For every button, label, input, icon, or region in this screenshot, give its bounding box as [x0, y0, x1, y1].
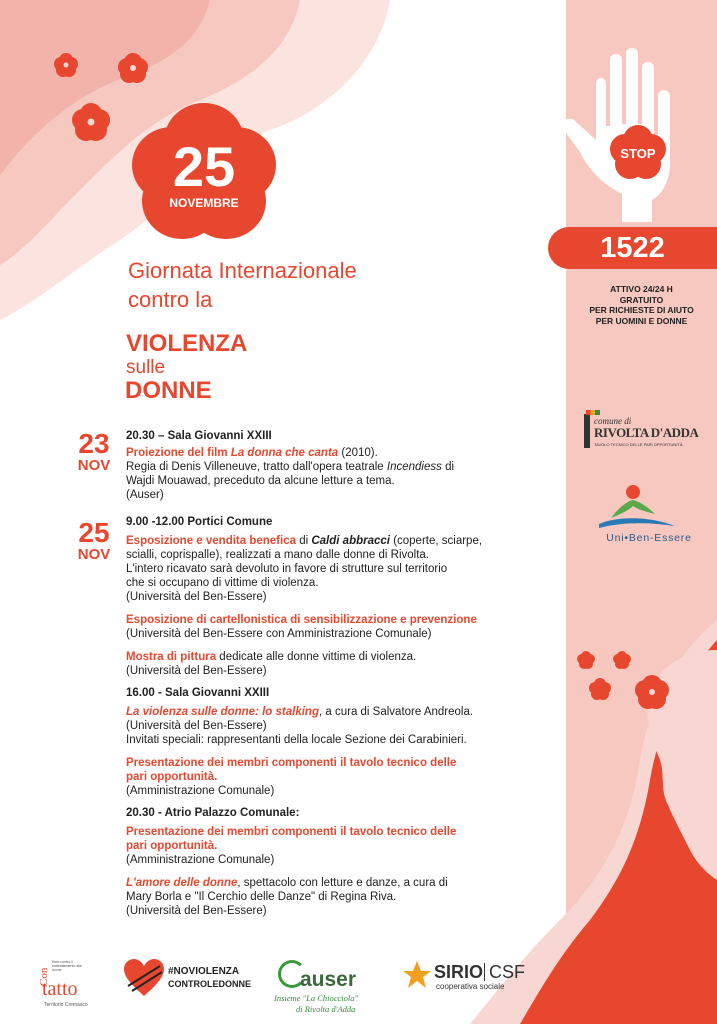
film-title: La donna che canta [230, 447, 339, 459]
date-25-day: 25 [78, 517, 110, 548]
comune-logo-dots [586, 410, 600, 415]
hero-month: NOVEMBRE [169, 196, 239, 210]
event-title: Presentazione dei membri componenti il tavolo tecnico delle [126, 757, 457, 769]
event-organizer: (Amministrazione Comunale) [126, 785, 275, 797]
event-organizer: (Università del Ben-Essere) [126, 720, 267, 732]
heart-icon [122, 958, 166, 998]
helpline-info [566, 284, 717, 326]
title-line-2: contro la [128, 287, 213, 312]
event-line [126, 876, 518, 890]
event-detail: di [445, 461, 455, 473]
event-title: pari opportunità. [126, 771, 218, 783]
event-organizer: (Amministrazione Comunale) [126, 854, 275, 866]
comune-logo-name: RIVOLTA D'ADDA [594, 425, 699, 440]
film-year: (2010). [341, 447, 378, 459]
date-23-day: 23 [78, 428, 110, 459]
contatto-logo-small: Rete contro il maltrattamento alle donne [52, 960, 82, 972]
event-detail: Mary Borla e "Il Cerchio delle Danze" di Regina Riva. [126, 891, 397, 903]
flower-icon [612, 650, 632, 670]
noviolenza-line-1: #NOVIOLENZA [168, 966, 240, 977]
event-line [126, 650, 518, 664]
uni-ben-essere-logo-icon [597, 484, 677, 532]
event-organizer: (Università del Ben-Essere) [126, 665, 267, 677]
event-detail: Invitati speciali: rappresentanti della locale Sezione dei Carabinieri. [126, 734, 467, 746]
event-title: L'amore delle donne [126, 877, 238, 889]
event-detail: , spettacolo con letture e danze, a cura di [237, 877, 448, 889]
event-title: Mostra di pittura [126, 651, 217, 663]
event-organizer: (Università del Ben-Essere) [126, 591, 267, 603]
date-23-month: NOV [77, 457, 111, 474]
flower-icon [576, 650, 596, 670]
contatto-logo-big: tatto [42, 978, 78, 1000]
event-detail: di [299, 535, 309, 547]
helpline-info-line: PER RICHIESTE DI AIUTO [589, 305, 694, 315]
auser-logo-sub1: Insieme "La Chiocciola" [274, 993, 359, 1003]
event-detail-italic: Caldi abbracci [311, 535, 390, 547]
flower-icon [116, 51, 150, 85]
auser-logo-sub2: di Rivolta d'Adda [296, 1004, 356, 1014]
contatto-logo-sub: Territorio Cremasco [44, 1002, 88, 1008]
event-organizer: (Auser) [126, 489, 164, 501]
event-line [126, 534, 518, 548]
auser-logo [272, 958, 372, 1014]
comune-logo-mark-icon [584, 414, 590, 448]
sirio-csf: CSF [489, 962, 525, 982]
hand-icon [560, 44, 690, 224]
sirio-name: SIRIO [434, 962, 484, 982]
flower-icon [53, 52, 79, 78]
stop-label: STOP [620, 146, 656, 161]
event-title: Presentazione dei membri componenti il tavolo tecnico delle [126, 826, 457, 838]
title-donne: DONNE [125, 377, 212, 404]
date-25-month: NOV [77, 546, 111, 563]
sirio-star-icon [402, 960, 432, 990]
title-line-1: Giornata Internazionale [128, 258, 357, 283]
event-time-header: 16.00 - Sala Giovanni XXIII [126, 687, 270, 699]
event-detail: L'intero ricavato sarà devoluto in favore di strutture sul territorio [126, 563, 448, 575]
event-title: La violenza sulle donne: lo stalking [126, 706, 319, 718]
auser-logo-name: auser [300, 968, 357, 991]
uni-ben-essere-label: Uni•Ben-Essere [606, 532, 692, 544]
event-title: Esposizione di cartellonistica di sensibilizzazione e prevenzione [126, 614, 477, 626]
contatto-logo-con: Con [38, 967, 50, 986]
helpline-info-line: PER UOMINI E DONNE [595, 315, 688, 326]
comune-logo [584, 410, 710, 452]
day23-events [126, 430, 518, 502]
event-line [126, 705, 518, 719]
sirio-divider [484, 963, 485, 981]
event-time-header: 20.30 – Sala Giovanni XXIII [126, 430, 272, 442]
event-detail: Wajdi Mouawad, preceduto da alcune letture a tema. [126, 475, 395, 487]
hero-day: 25 [172, 135, 236, 198]
event-organizer: (Università del Ben-Essere) [126, 905, 267, 917]
helpline-info-line: ATTIVO 24/24 H [610, 284, 673, 294]
flower-icon [69, 100, 113, 144]
event-detail: (coperte, sciarpe, [393, 535, 483, 547]
helpline-info-line: GRATUITO [619, 294, 664, 305]
title-sulle: sulle [126, 357, 166, 378]
comune-logo-sub: TAVOLO TECNICO DELLE PARI OPPORTUNITÀ [594, 442, 683, 447]
title-violenza: VIOLENZA [126, 330, 248, 357]
event-organizer: (Università del Ben-Essere con Amministrazione Comunale) [126, 628, 432, 640]
event-detail: che si occupano di vittime di violenza. [126, 577, 319, 589]
event-line [126, 460, 518, 474]
event-title: Esposizione e vendita benefica [126, 535, 296, 547]
event-detail-italic: Incendiess [386, 461, 442, 473]
event-detail: Regia di Denis Villeneuve, tratto dall'opera teatrale [126, 461, 384, 473]
contatto-logo [38, 956, 94, 1012]
event-detail: , a cura di Salvatore Andreola. [318, 706, 474, 718]
day25-events [126, 516, 518, 918]
flower-icon [632, 672, 672, 712]
flower-icon [588, 677, 612, 701]
sirio-sub: cooperativa sociale [436, 982, 505, 991]
event-time-header: 9.00 -12.00 Portici Comune [126, 516, 273, 528]
event-detail: dedicate alle donne vittime di violenza. [219, 651, 417, 663]
event-detail: scialli, coprispalle), realizzati a mano dalle donne di Rivolta. [126, 549, 429, 561]
helpline-number: 1522 [600, 232, 665, 264]
event-title: Proiezione del film [126, 447, 228, 459]
event-title: pari opportunità. [126, 840, 218, 852]
noviolenza-line-2: CONTROLEDONNE [168, 979, 251, 989]
comune-logo-small: comune di [594, 416, 632, 426]
event-time-header: 20.30 - Atrio Palazzo Comunale: [126, 807, 300, 819]
event-line [126, 446, 518, 460]
